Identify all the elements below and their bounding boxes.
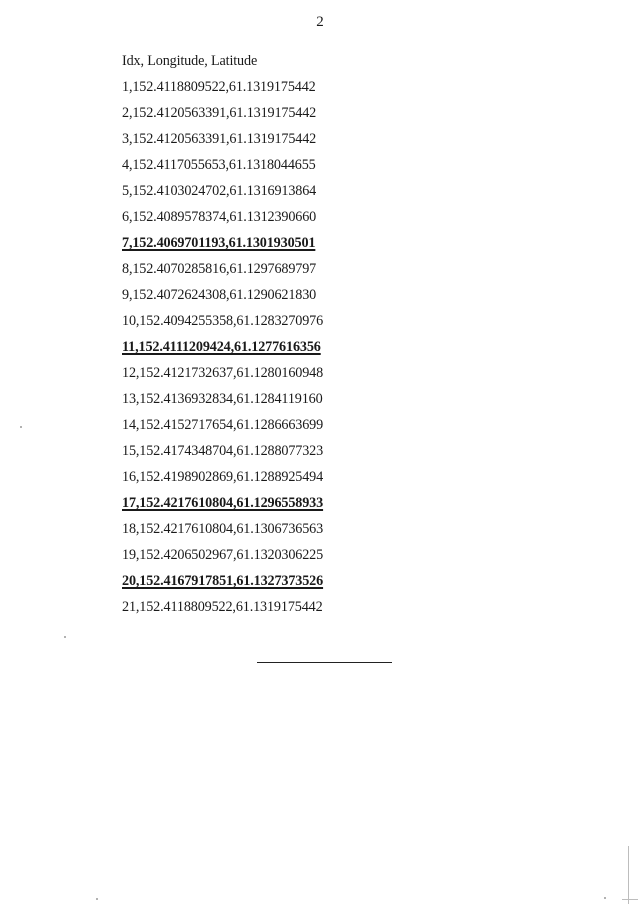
table-row: 10,152.4094255358,61.1283270976 (122, 313, 324, 329)
coordinate-table (122, 50, 323, 622)
table-header: Idx, Longitude, Latitude (122, 53, 258, 69)
scan-speck (96, 898, 98, 900)
table-row: 3,152.4120563391,61.1319175442 (122, 131, 317, 147)
table-row-emphasized: 11,152.4111209424,61.1277616356 (122, 339, 321, 355)
table-row: 18,152.4217610804,61.1306736563 (122, 521, 324, 537)
table-row-emphasized: 20,152.4167917851,61.1327373526 (122, 573, 324, 589)
end-of-document-rule (257, 662, 392, 663)
scan-speck (20, 426, 22, 428)
table-row-emphasized: 17,152.4217610804,61.1296558933 (122, 495, 324, 511)
table-row: 1,152.4118809522,61.1319175442 (122, 79, 316, 95)
table-row: 13,152.4136932834,61.1284119160 (122, 391, 323, 407)
table-row: 21,152.4118809522,61.1319175442 (122, 599, 323, 615)
scan-edge-mark (622, 899, 638, 900)
table-row: 5,152.4103024702,61.1316913864 (122, 183, 317, 199)
table-row-emphasized: 7,152.4069701193,61.1301930501 (122, 235, 316, 251)
table-row: 4,152.4117055653,61.1318044655 (122, 157, 316, 173)
table-row: 12,152.4121732637,61.1280160948 (122, 365, 324, 381)
table-row: 2,152.4120563391,61.1319175442 (122, 105, 317, 121)
table-row: 14,152.4152717654,61.1286663699 (122, 417, 324, 433)
scan-edge-mark (628, 846, 629, 904)
table-row: 6,152.4089578374,61.1312390660 (122, 209, 317, 225)
table-row: 9,152.4072624308,61.1290621830 (122, 287, 317, 303)
table-row: 19,152.4206502967,61.1320306225 (122, 547, 324, 563)
scan-speck (604, 897, 606, 899)
table-row: 15,152.4174348704,61.1288077323 (122, 443, 324, 459)
page-number: 2 (316, 14, 324, 30)
scan-speck (64, 636, 66, 638)
table-row: 8,152.4070285816,61.1297689797 (122, 261, 317, 277)
table-row: 16,152.4198902869,61.1288925494 (122, 469, 324, 485)
